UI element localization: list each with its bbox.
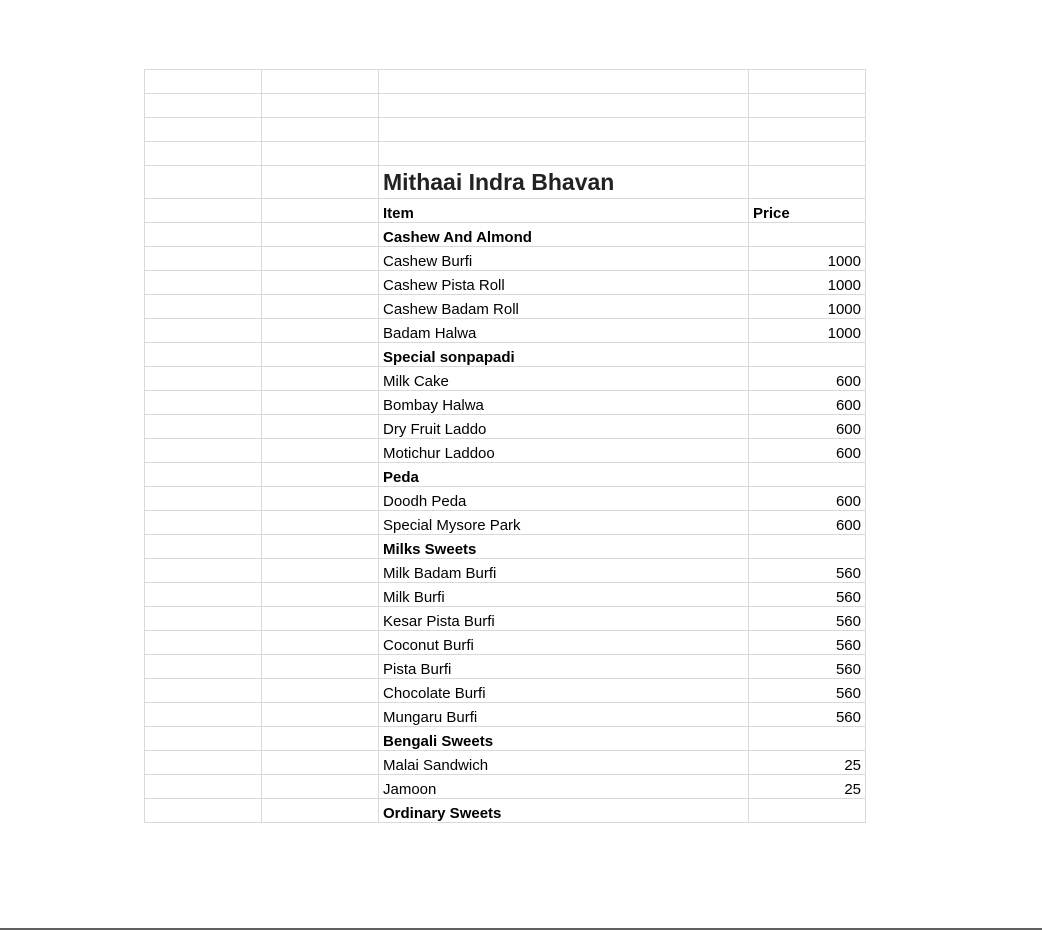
category-row bbox=[145, 223, 866, 247]
cell[interactable] bbox=[262, 463, 379, 487]
item-row bbox=[145, 751, 866, 775]
header-row bbox=[145, 199, 866, 223]
cell[interactable] bbox=[145, 751, 262, 775]
cell[interactable] bbox=[145, 511, 262, 535]
cell[interactable] bbox=[145, 94, 262, 118]
cell[interactable] bbox=[145, 271, 262, 295]
item-row bbox=[145, 559, 866, 583]
item-name[interactable]: Coconut Burfi bbox=[379, 631, 749, 655]
item-row bbox=[145, 775, 866, 799]
item-name[interactable]: Cashew Burfi bbox=[379, 247, 749, 271]
item-name[interactable]: Dry Fruit Laddo bbox=[379, 415, 749, 439]
cell[interactable] bbox=[262, 727, 379, 751]
cell[interactable] bbox=[145, 118, 262, 142]
item-price[interactable] bbox=[749, 223, 866, 247]
category-name[interactable]: Cashew And Almond bbox=[379, 223, 749, 247]
category-row bbox=[145, 535, 866, 559]
item-row bbox=[145, 415, 866, 439]
item-row bbox=[145, 511, 866, 535]
cell[interactable] bbox=[262, 415, 379, 439]
price-sheet-table bbox=[144, 69, 866, 823]
cell[interactable] bbox=[262, 70, 379, 94]
item-row bbox=[145, 583, 866, 607]
cell[interactable] bbox=[145, 70, 262, 94]
cell[interactable] bbox=[379, 142, 749, 166]
cell[interactable] bbox=[145, 367, 262, 391]
cell[interactable] bbox=[262, 391, 379, 415]
item-name[interactable]: Doodh Peda bbox=[379, 487, 749, 511]
cell[interactable] bbox=[145, 415, 262, 439]
category-row bbox=[145, 463, 866, 487]
item-row bbox=[145, 487, 866, 511]
cell[interactable] bbox=[145, 679, 262, 703]
cell[interactable] bbox=[749, 166, 866, 199]
cell[interactable] bbox=[262, 703, 379, 727]
cell[interactable] bbox=[145, 142, 262, 166]
item-row bbox=[145, 295, 866, 319]
item-name[interactable]: Pista Burfi bbox=[379, 655, 749, 679]
empty-row bbox=[145, 70, 866, 94]
cell[interactable] bbox=[262, 319, 379, 343]
item-price[interactable]: 560 bbox=[749, 583, 866, 607]
item-price[interactable]: 1000 bbox=[749, 319, 866, 343]
empty-row bbox=[145, 142, 866, 166]
sheet-body bbox=[145, 70, 866, 823]
cell[interactable] bbox=[145, 391, 262, 415]
item-row bbox=[145, 439, 866, 463]
item-price[interactable]: 1000 bbox=[749, 271, 866, 295]
category-name[interactable]: Milks Sweets bbox=[379, 535, 749, 559]
cell[interactable] bbox=[262, 631, 379, 655]
item-row bbox=[145, 367, 866, 391]
cell[interactable] bbox=[145, 703, 262, 727]
cell[interactable] bbox=[145, 439, 262, 463]
cell[interactable] bbox=[145, 559, 262, 583]
cell[interactable] bbox=[145, 487, 262, 511]
cell[interactable] bbox=[262, 535, 379, 559]
empty-row bbox=[145, 94, 866, 118]
cell[interactable] bbox=[749, 70, 866, 94]
category-name[interactable]: Special sonpapadi bbox=[379, 343, 749, 367]
cell[interactable] bbox=[262, 166, 379, 199]
item-name[interactable]: Motichur Laddoo bbox=[379, 439, 749, 463]
item-price[interactable]: 25 bbox=[749, 775, 866, 799]
category-row bbox=[145, 727, 866, 751]
title-row bbox=[145, 166, 866, 199]
item-price[interactable]: 600 bbox=[749, 415, 866, 439]
cell[interactable] bbox=[145, 775, 262, 799]
item-price[interactable]: 1000 bbox=[749, 247, 866, 271]
cell[interactable] bbox=[262, 607, 379, 631]
item-row bbox=[145, 631, 866, 655]
item-name[interactable]: Bombay Halwa bbox=[379, 391, 749, 415]
cell[interactable] bbox=[262, 142, 379, 166]
item-row bbox=[145, 319, 866, 343]
cell[interactable] bbox=[379, 70, 749, 94]
cell[interactable] bbox=[262, 679, 379, 703]
item-name[interactable]: Mungaru Burfi bbox=[379, 703, 749, 727]
cell[interactable] bbox=[379, 118, 749, 142]
item-row bbox=[145, 655, 866, 679]
item-row bbox=[145, 247, 866, 271]
cell[interactable] bbox=[262, 247, 379, 271]
item-row bbox=[145, 391, 866, 415]
item-price[interactable] bbox=[749, 535, 866, 559]
item-price[interactable]: 600 bbox=[749, 391, 866, 415]
cell[interactable] bbox=[145, 607, 262, 631]
sheet-title[interactable]: Mithaai Indra Bhavan bbox=[379, 166, 749, 199]
item-name[interactable]: Milk Cake bbox=[379, 367, 749, 391]
cell[interactable] bbox=[145, 199, 262, 223]
item-price[interactable]: 560 bbox=[749, 679, 866, 703]
item-price[interactable]: 600 bbox=[749, 511, 866, 535]
cell[interactable] bbox=[262, 295, 379, 319]
cell[interactable] bbox=[262, 799, 379, 823]
item-name[interactable]: Malai Sandwich bbox=[379, 751, 749, 775]
item-name[interactable]: Milk Badam Burfi bbox=[379, 559, 749, 583]
item-name[interactable]: Special Mysore Park bbox=[379, 511, 749, 535]
item-row bbox=[145, 679, 866, 703]
cell[interactable] bbox=[262, 223, 379, 247]
item-price[interactable] bbox=[749, 463, 866, 487]
cell[interactable] bbox=[262, 487, 379, 511]
cell[interactable] bbox=[145, 727, 262, 751]
category-row bbox=[145, 343, 866, 367]
cell[interactable] bbox=[262, 118, 379, 142]
item-name[interactable]: Jamoon bbox=[379, 775, 749, 799]
item-price[interactable] bbox=[749, 343, 866, 367]
cell[interactable] bbox=[145, 319, 262, 343]
cell[interactable] bbox=[145, 583, 262, 607]
item-price[interactable]: 560 bbox=[749, 631, 866, 655]
cell[interactable] bbox=[145, 799, 262, 823]
cell[interactable] bbox=[749, 142, 866, 166]
item-name[interactable]: Cashew Badam Roll bbox=[379, 295, 749, 319]
header-item[interactable]: Item bbox=[379, 199, 749, 223]
cell[interactable] bbox=[262, 655, 379, 679]
cell[interactable] bbox=[262, 199, 379, 223]
item-price[interactable]: 25 bbox=[749, 751, 866, 775]
cell[interactable] bbox=[145, 535, 262, 559]
item-price[interactable] bbox=[749, 799, 866, 823]
cell[interactable] bbox=[262, 511, 379, 535]
item-price[interactable]: 600 bbox=[749, 439, 866, 463]
item-name[interactable]: Milk Burfi bbox=[379, 583, 749, 607]
cell[interactable] bbox=[749, 118, 866, 142]
cell[interactable] bbox=[262, 367, 379, 391]
cell[interactable] bbox=[145, 166, 262, 199]
cell[interactable] bbox=[262, 94, 379, 118]
category-name[interactable]: Peda bbox=[379, 463, 749, 487]
cell[interactable] bbox=[145, 343, 262, 367]
header-price[interactable]: Price bbox=[749, 199, 866, 223]
cell[interactable] bbox=[145, 295, 262, 319]
category-name[interactable]: Bengali Sweets bbox=[379, 727, 749, 751]
item-name[interactable]: Badam Halwa bbox=[379, 319, 749, 343]
cell[interactable] bbox=[262, 439, 379, 463]
empty-row bbox=[145, 118, 866, 142]
item-price[interactable]: 560 bbox=[749, 703, 866, 727]
item-price[interactable]: 1000 bbox=[749, 295, 866, 319]
category-row bbox=[145, 799, 866, 823]
cell[interactable] bbox=[145, 223, 262, 247]
item-price[interactable]: 600 bbox=[749, 367, 866, 391]
cell[interactable] bbox=[145, 463, 262, 487]
item-row bbox=[145, 703, 866, 727]
item-name[interactable]: Chocolate Burfi bbox=[379, 679, 749, 703]
item-row bbox=[145, 607, 866, 631]
cell[interactable] bbox=[262, 343, 379, 367]
item-price[interactable]: 560 bbox=[749, 655, 866, 679]
cell[interactable] bbox=[262, 559, 379, 583]
item-price[interactable]: 560 bbox=[749, 559, 866, 583]
item-name[interactable]: Kesar Pista Burfi bbox=[379, 607, 749, 631]
cell[interactable] bbox=[379, 94, 749, 118]
item-price[interactable]: 560 bbox=[749, 607, 866, 631]
cell[interactable] bbox=[262, 775, 379, 799]
item-name[interactable]: Cashew Pista Roll bbox=[379, 271, 749, 295]
cell[interactable] bbox=[262, 751, 379, 775]
item-row bbox=[145, 271, 866, 295]
cell[interactable] bbox=[262, 583, 379, 607]
cell[interactable] bbox=[145, 655, 262, 679]
item-price[interactable]: 600 bbox=[749, 487, 866, 511]
cell[interactable] bbox=[145, 247, 262, 271]
category-name[interactable]: Ordinary Sweets bbox=[379, 799, 749, 823]
item-price[interactable] bbox=[749, 727, 866, 751]
cell[interactable] bbox=[262, 271, 379, 295]
cell[interactable] bbox=[145, 631, 262, 655]
cell[interactable] bbox=[749, 94, 866, 118]
